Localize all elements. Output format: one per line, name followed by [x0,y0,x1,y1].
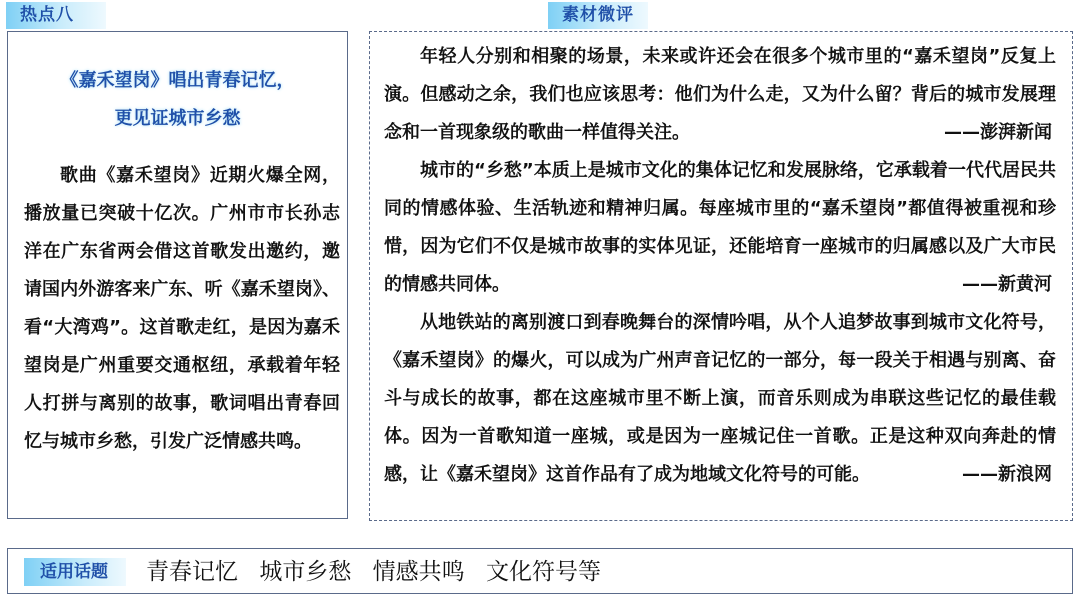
comment-text-3: 从地铁站的离别渡口到春晚舞台的深情吟唱，从个人追梦故事到城市文化符号，《嘉禾望岗》的爆火，可以成为广州声音记忆的一部分，每一段关于相遇与别离、奋斗与成长的故事，都在这座城市里不断上演，而音乐则成为串联这些记忆的最佳载体。因为一首歌知道一座城，或是因为一座城记住一首歌。正是这种双向奔赴的情感，让《嘉禾望岗》这首作品有了成为地域文化符号的可能。 [384,312,1056,485]
hotspot-title [8,62,347,138]
comment-paragraph-2 [384,152,1056,304]
comment-panel [369,31,1073,521]
hotspot-title-line-2: 更见证城市乡愁 [114,108,241,129]
comment-text-1: 年轻人分别和相聚的场景，未来或许还会在很多个城市里的“嘉禾望岗”反复上演。但感动之余，我们也应该思考：他们为什么走，又为什么留？背后的城市发展理念和一首现象级的歌曲一样值得关注。 [384,46,1056,143]
section-tag-comment: 素材微评 [548,2,648,29]
section-tag-hotspot: 热点八 [6,2,106,29]
topics-bar [7,548,1073,594]
comment-source-1: ——澎湃新闻 [944,122,1052,143]
hotspot-panel [7,31,348,519]
topics-tag: 适用话题 [24,558,126,586]
hotspot-body: 歌曲《嘉禾望岗》近期火爆全网，播放量已突破十亿次。广州市市长孙志洋在广东省两会借这首歌发出邀约，邀请国内外游客来广东、听《嘉禾望岗》、看“大湾鸡”。这首歌走红，是因为嘉禾望岗是广州重要交通枢纽，承载着年轻人打拼与离别的故事，歌词唱出青春回忆与城市乡愁，引发广泛情感共鸣。 [24,165,340,452]
hotspot-title-line-1: 《嘉禾望岗》唱出青春记忆， [60,70,295,91]
comment-source-2: ——新黄河 [962,274,1052,295]
comment-paragraph-1 [384,38,1056,152]
topic-item: 城市乡愁 [259,559,352,585]
topic-item: 情感共鸣 [372,559,465,585]
comment-text-2: 城市的“乡愁”本质上是城市文化的集体记忆和发展脉络，它承载着一代代居民共同的情感体验、生活轨迹和精神归属。每座城市里的“嘉禾望岗”都值得被重视和珍惜，因为它们不仅是城市故事的实体见证，还能培育一座城市的归属感以及广大市民的情感共同体。 [384,160,1056,295]
topic-item: 青春记忆 [146,559,238,585]
comment-body [384,38,1056,494]
topic-item: 文化符号等 [485,559,601,585]
comment-paragraph-3 [384,304,1056,494]
comment-source-3: ——新浪网 [962,464,1052,485]
topics-list [146,555,615,589]
